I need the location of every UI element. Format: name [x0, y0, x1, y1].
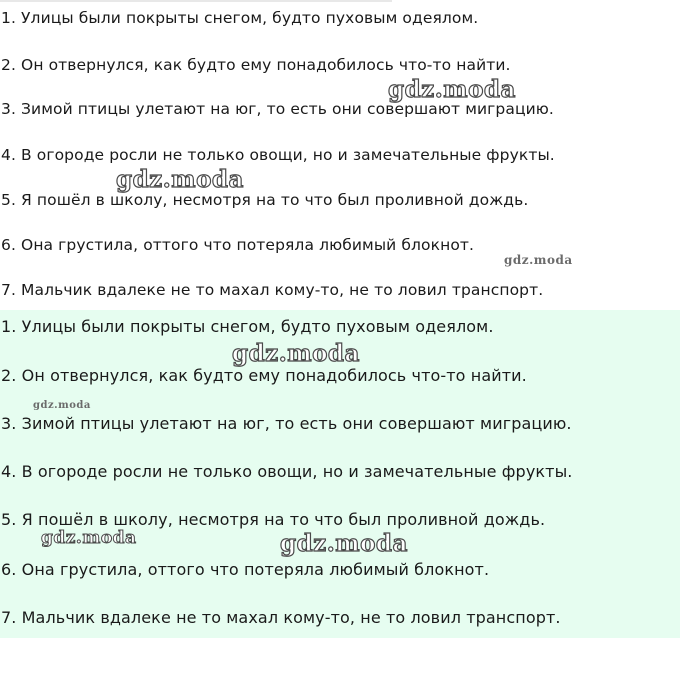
watermark: gdz.moda	[33, 400, 91, 411]
watermark: gdz.moda	[280, 530, 408, 557]
list-item: 5. Я пошёл в школу, несмотря на то что был проливной дождь.	[1, 510, 546, 529]
list-item: 4. В огороде росли не только овощи, но и замечательные фрукты.	[1, 146, 555, 164]
list-item: 1. Улицы были покрыты снегом, будто пуховым одеялом.	[1, 317, 494, 336]
list-item: 4. В огороде росли не только овощи, но и замечательные фрукты.	[1, 462, 573, 481]
watermark: gdz.moda	[116, 166, 244, 193]
list-item: 3. Зимой птицы улетают на юг, то есть они совершают миграцию.	[1, 414, 572, 433]
list-item: 7. Мальчик вдалеке не то махал кому-то, не то ловил транспорт.	[1, 608, 561, 627]
list-item: 3. Зимой птицы улетают на юг, то есть они совершают миграцию.	[1, 100, 554, 118]
watermark: gdz.moda	[388, 76, 516, 103]
list-item: 2. Он отвернулся, как будто ему понадобилось что-то найти.	[1, 56, 511, 74]
top-divider	[0, 0, 392, 2]
watermark: gdz.moda	[232, 340, 360, 367]
list-item: 6. Она грустила, оттого что потеряла любимый блокнот.	[1, 560, 490, 579]
watermark: gdz.moda	[504, 253, 573, 267]
list-item: 2. Он отвернулся, как будто ему понадобилось что-то найти.	[1, 366, 527, 385]
list-item: 5. Я пошёл в школу, несмотря на то что был проливной дождь.	[1, 191, 529, 209]
watermark: gdz.moda	[41, 528, 137, 548]
list-item: 7. Мальчик вдалеке не то махал кому-то, не то ловил транспорт.	[1, 281, 544, 299]
list-item: 6. Она грустила, оттого что потеряла любимый блокнот.	[1, 236, 475, 254]
list-item: 1. Улицы были покрыты снегом, будто пуховым одеялом.	[1, 9, 479, 27]
